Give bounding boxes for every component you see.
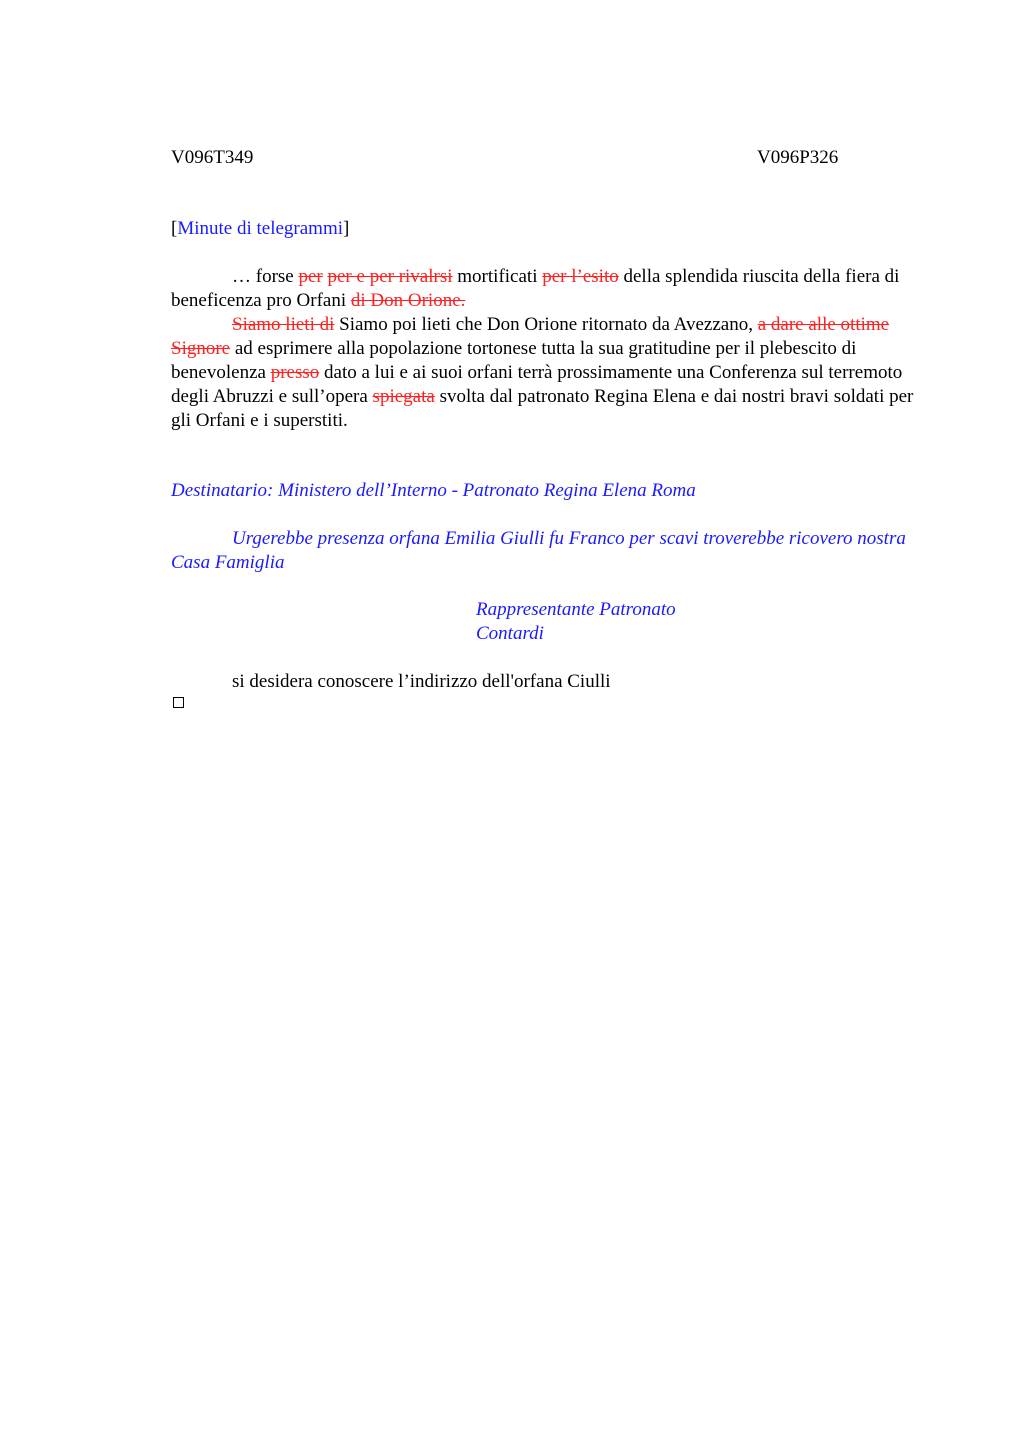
telegram-message: Urgerebbe presenza orfana Emilia Giulli fu Franco per scavi troverebbe ricovero nostra Casa Famiglia bbox=[171, 528, 906, 573]
text-segment: … forse bbox=[232, 266, 299, 287]
deleted-text: per bbox=[298, 266, 323, 287]
deleted-text: Siamo lieti di bbox=[232, 314, 335, 335]
document-title bbox=[171, 217, 349, 241]
deleted-text: per l’esito bbox=[542, 266, 619, 287]
deleted-text: a dare alle ottime Signore bbox=[171, 314, 890, 359]
telegram-recipient: Destinatario: Ministero dell’Interno - Patronato Regina Elena Roma bbox=[171, 480, 696, 501]
checkbox-square-icon bbox=[173, 697, 184, 708]
text-segment: mortificati bbox=[452, 266, 543, 287]
telegram-signature-role: Rappresentante Patronato bbox=[476, 599, 676, 620]
deleted-text: per e per rivalrsi bbox=[327, 266, 453, 287]
text-segment: svolta dal patronato Regina Elena e dai nostri bravi soldati per gli Orfani e i superstiti. bbox=[171, 386, 914, 431]
paragraph-second bbox=[171, 313, 916, 433]
text-segment: Siamo poi lieti che Don Orione ritornato da Avezzano, bbox=[334, 314, 758, 335]
text-segment: della splendida riuscita della fiera di beneficenza pro Orfani bbox=[171, 266, 900, 311]
title-text: Minute di telegrammi bbox=[177, 218, 344, 239]
text-segment: ad esprimere alla popolazione tortonese tutta la sua gratitudine per il plebescito di benevolenza bbox=[171, 338, 857, 383]
paragraph-first bbox=[171, 265, 916, 313]
title-close-bracket: ] bbox=[343, 218, 350, 239]
text-segment: dato a lui e ai suoi orfani terrà prossimamente una Conferenza sul terremoto degli Abruzzi e sull’opera bbox=[171, 362, 903, 407]
deleted-text: presso bbox=[270, 362, 320, 383]
deleted-text: di Don Orione. bbox=[350, 290, 466, 311]
document-code-left: V096T349 bbox=[171, 147, 254, 168]
telegram-signature-name: Contardi bbox=[476, 623, 544, 644]
title-open-bracket: [ bbox=[171, 218, 178, 239]
document-code-right: V096P326 bbox=[757, 147, 839, 168]
deleted-text: spiegata bbox=[372, 386, 435, 407]
closing-note: si desidera conoscere l’indirizzo dell'orfana Ciulli bbox=[232, 671, 611, 692]
